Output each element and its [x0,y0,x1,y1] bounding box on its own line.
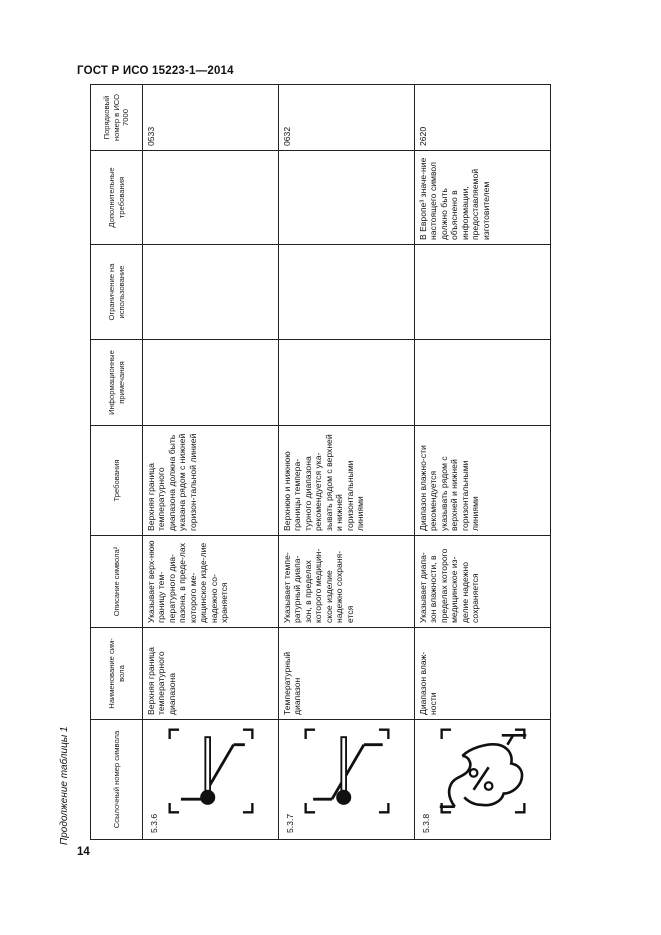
header-info-notes: Информационные примечания [91,340,143,426]
table-row [279,85,415,840]
symbol-info-notes [143,340,279,426]
symbol-iso7000-number: 2620 [415,85,551,151]
symbol-cell [279,720,415,840]
symbol-ref-number: 5.3.8 [421,813,431,833]
symbol-restriction [279,245,415,340]
header-restriction: Ограничение на использование [91,245,143,340]
symbol-ref-number: 5.3.6 [149,813,159,833]
symbol-requirements: Диапазон влажно-сти рекомендуется указывать рядом с верхней и нижней горизонтальными линиями [415,426,551,536]
humidity-range-icon [436,724,530,818]
temperature-range-icon [300,724,394,818]
header-ref-number: Ссылочный номер символа [91,720,143,840]
symbol-description: Указывает диапа-зон влажности, в пределах которого медицинское из-делие надежно сохраняется [415,536,551,628]
symbol-iso7000-number: 0533 [143,85,279,151]
symbol-description: Указывает верх-нюю границу тем-пературного диа-пазона, в преде-лах которого ме-дицинское изде-лие надежно со-храняется [143,536,279,628]
table-caption: Продолжение таблицы 1 [59,726,70,845]
header-description: Описание символа² [91,536,143,628]
symbol-name: Диапазон влаж-ности [415,628,551,720]
table-row [415,85,551,840]
page-number: 14 [77,846,90,858]
symbol-cell [143,720,279,840]
symbol-additional: В Европе³ значе-ние настоящего символ должно быть объяснено в информации, предоставляемой изготовителем [415,151,551,245]
symbol-info-notes [415,340,551,426]
header-iso7000-number: Порядковый номер в ИСО 7000 [91,85,143,151]
symbol-name: Температурный диапазон [279,628,415,720]
header-symbol-name: Наименование сим-вола [91,628,143,720]
symbol-additional [143,151,279,245]
symbol-name: Верхняя граница температурного диапазона [143,628,279,720]
upper-temperature-limit-icon [164,724,258,818]
standard-designation: ГОСТ Р ИСО 15223-1—2014 [77,65,234,77]
symbol-restriction [143,245,279,340]
symbol-additional [279,151,415,245]
symbols-table [90,85,550,840]
symbol-iso7000-number: 0632 [279,85,415,151]
symbol-info-notes [279,340,415,426]
header-additional: Дополнительные требования [91,151,143,245]
symbol-ref-number: 5.3.7 [285,813,295,833]
header-requirements: Требования [91,426,143,536]
symbol-restriction [415,245,551,340]
symbol-requirements: Верхняя граница температурного диапазона должна быть указана рядом с нижней горизон-тальной линией [143,426,279,536]
symbol-requirements: Верхнюю и нижнюю границы темпера-турного диапазона рекомендуется ука-зывать рядом с верхней и нижней горизонтальными линиями [279,426,415,536]
symbol-cell [415,720,551,840]
table-header-row [91,85,143,840]
table-row [143,85,279,840]
symbol-description: Указывает темпе-ратурный диапа-зон, в пределах которого медицин-ское изделие надежно сохраня-ется [279,536,415,628]
